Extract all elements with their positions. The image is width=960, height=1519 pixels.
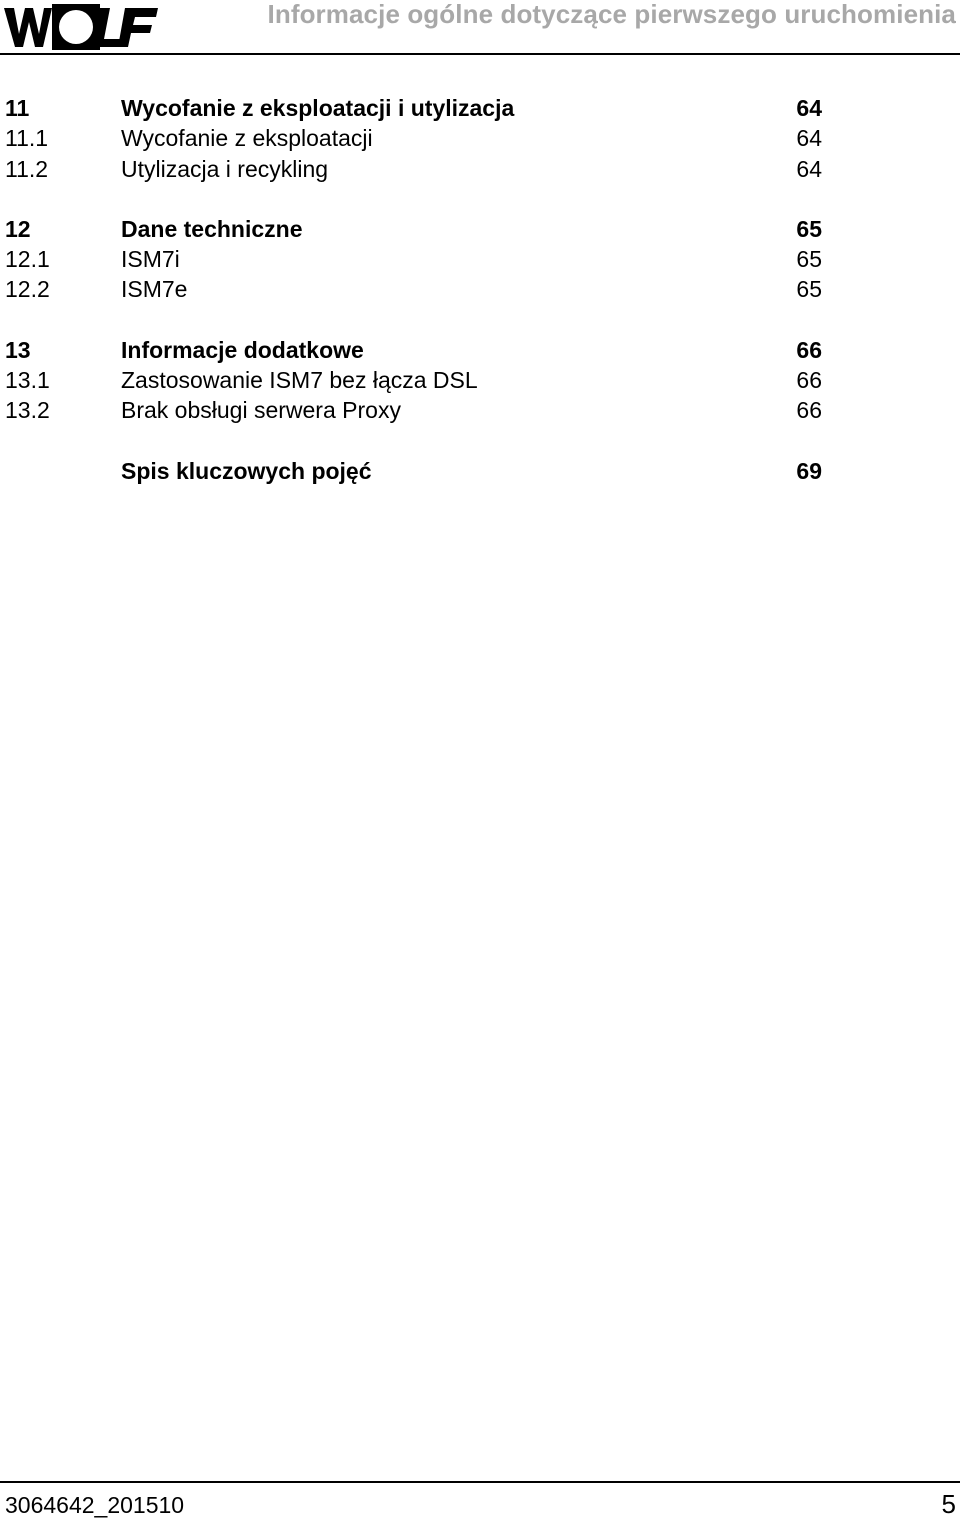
toc-entry-number: 13.1 [5, 367, 50, 394]
toc-entry-title: Wycofanie z eksploatacji [121, 125, 373, 152]
toc-entry-page: 66 [796, 367, 822, 394]
toc-entry[interactable] [0, 123, 960, 153]
toc-entry[interactable] [0, 244, 960, 274]
toc-entry-page: 64 [796, 95, 822, 121]
page-header [0, 0, 960, 56]
toc-section-12 [0, 214, 960, 305]
toc-entry-title: Zastosowanie ISM7 bez łącza DSL [121, 367, 478, 394]
toc-entry-number: 12 [5, 215, 31, 242]
toc-section-13 [0, 335, 960, 426]
toc-entry-page: 65 [796, 246, 822, 273]
page-number: 5 [941, 1489, 956, 1519]
toc-entry-number: 12.2 [5, 276, 50, 303]
toc-entry-number: 12.1 [5, 246, 50, 273]
toc-entry-page: 64 [796, 155, 822, 182]
toc-entry[interactable] [0, 93, 960, 123]
toc-entry-page: 69 [796, 457, 822, 484]
toc-entry[interactable] [0, 456, 960, 486]
toc-entry-number: 11.1 [5, 125, 49, 152]
toc-entry-title: Spis kluczowych pojęć [121, 457, 372, 484]
toc-entry-title: Dane techniczne [121, 215, 303, 242]
toc-entry[interactable] [0, 395, 960, 425]
toc-entry-page: 66 [796, 336, 822, 363]
header-divider [0, 53, 960, 55]
toc-entry-page: 65 [796, 276, 822, 303]
toc-entry-title: ISM7e [121, 276, 188, 303]
toc-entry-page: 65 [796, 215, 822, 242]
toc-entry-title: Informacje dodatkowe [121, 336, 364, 363]
toc-entry-title: Utylizacja i recykling [121, 155, 329, 182]
toc-entry[interactable] [0, 214, 960, 244]
wolf-logo [4, 4, 160, 50]
toc-entry[interactable] [0, 274, 960, 304]
table-of-contents [0, 93, 960, 516]
toc-entry-number: 13 [5, 336, 31, 363]
toc-entry-page: 66 [796, 397, 822, 424]
toc-entry-title: Brak obsługi serwera Proxy [121, 397, 401, 424]
header-title: Informacje ogólne dotyczące pierwszego uruchomienia [267, 0, 956, 29]
toc-entry-number: 13.2 [5, 397, 50, 424]
footer-divider [0, 1481, 960, 1483]
document-code: 3064642_201510 [5, 1492, 185, 1518]
toc-section-11 [0, 93, 960, 184]
toc-entry-number: 11 [5, 95, 30, 121]
toc-entry-number: 11.2 [5, 155, 49, 182]
toc-entry[interactable] [0, 335, 960, 365]
toc-entry-title: Wycofanie z eksploatacji i utylizacja [121, 95, 515, 121]
toc-entry-page: 64 [796, 125, 822, 152]
toc-entry-title: ISM7i [121, 246, 180, 273]
toc-entry[interactable] [0, 154, 960, 184]
toc-entry[interactable] [0, 365, 960, 395]
toc-section-index [0, 456, 960, 486]
